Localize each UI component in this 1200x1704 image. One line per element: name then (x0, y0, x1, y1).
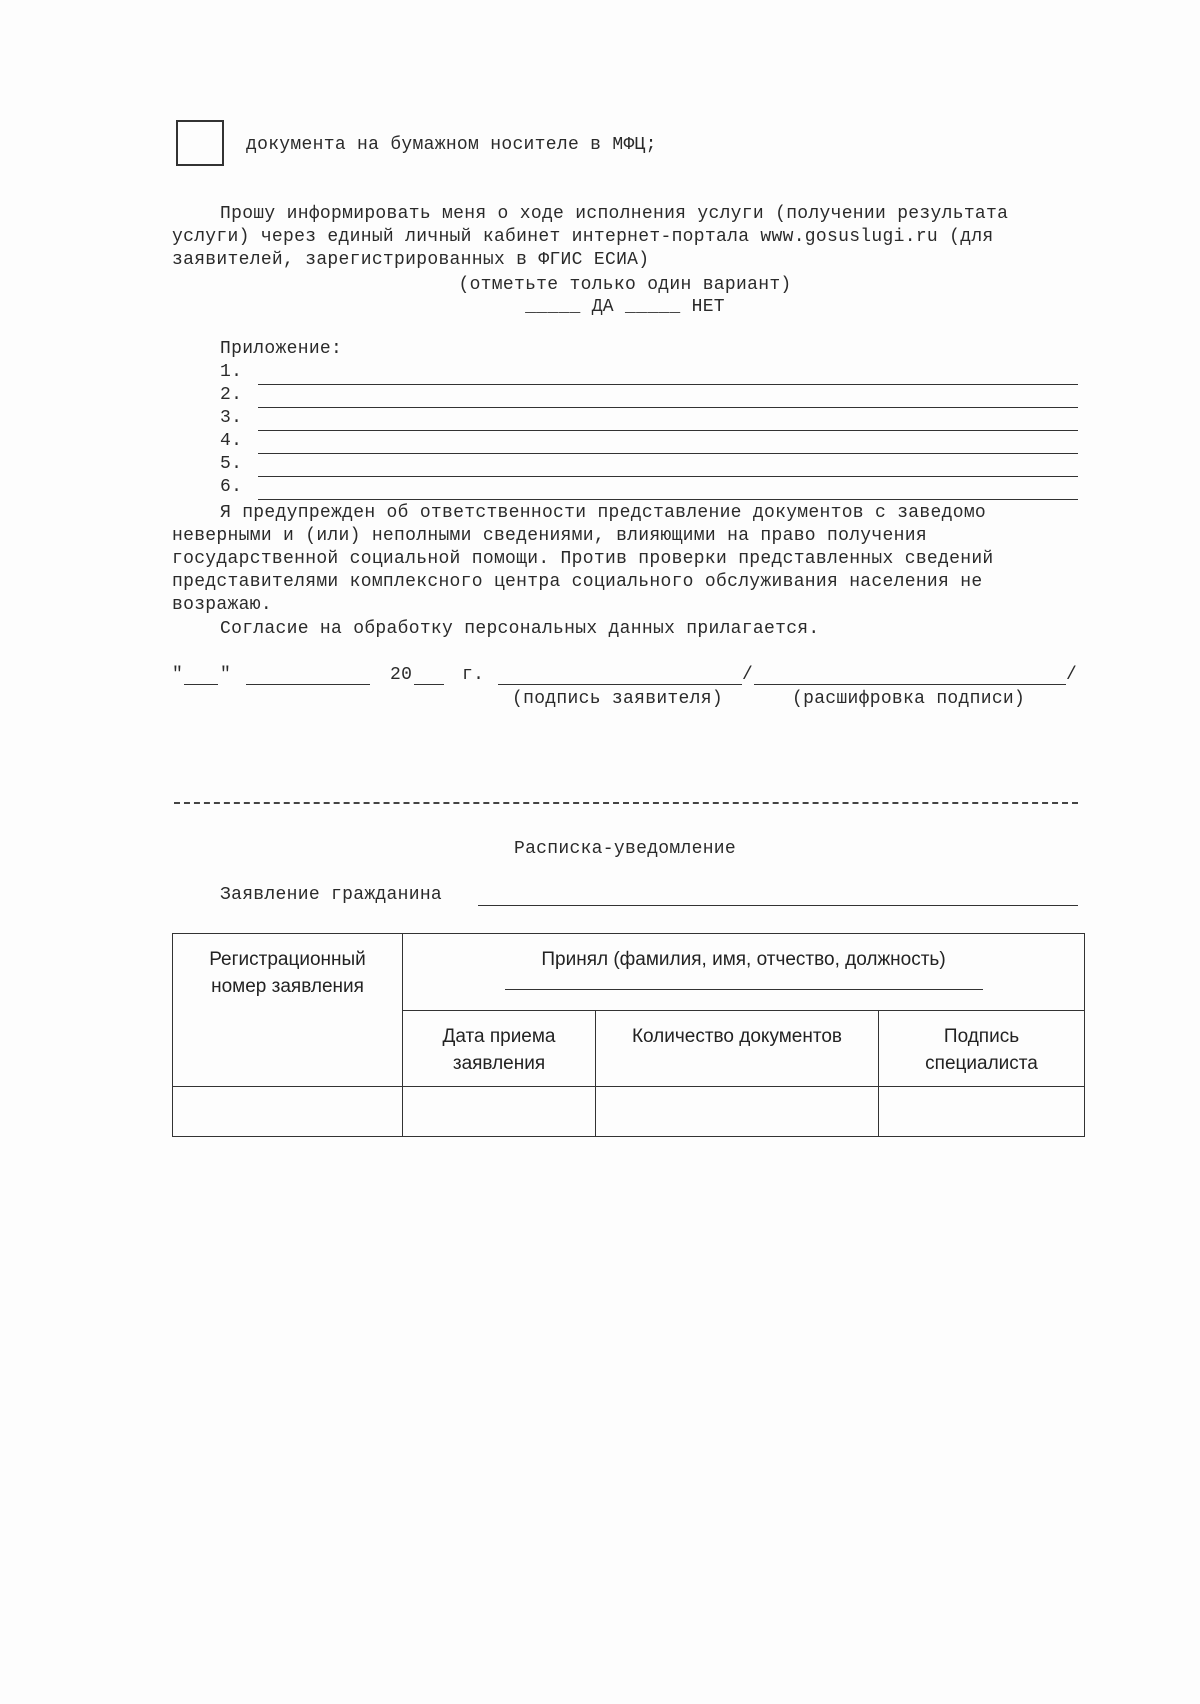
yes-no-choice[interactable]: _____ ДА _____ НЕТ (525, 297, 725, 317)
attachment-number: 6. (220, 477, 243, 497)
signature-slash: / (742, 665, 754, 685)
attachment-number: 5. (220, 454, 243, 474)
warning-line: Я предупрежден об ответственности представление документов с заведомо (220, 503, 987, 523)
paper-document-checkbox[interactable] (176, 120, 224, 166)
attachment-number: 1. (220, 362, 243, 382)
warning-line: государственной социальной помощи. Против проверки представленных сведений (172, 549, 994, 569)
attachment-row-2[interactable] (220, 384, 1078, 407)
accepted-by-header (403, 934, 1085, 1011)
signature-decoding-caption: (расшифровка подписи) (792, 689, 1026, 709)
table-header-row (173, 934, 1085, 1011)
attachment-number: 2. (220, 385, 243, 405)
month-field[interactable] (246, 664, 370, 685)
specialist-signature-header-text: Подпись специалиста (925, 1026, 1038, 1075)
receipt-title: Расписка-уведомление (513, 839, 737, 859)
year-suffix: г. (462, 665, 485, 685)
receipt-table (172, 933, 1085, 1137)
applicant-signature-field[interactable] (498, 664, 742, 685)
attachment-number: 4. (220, 431, 243, 451)
info-request-line: Прошу информировать меня о ходе исполнения услуги (получении результата (220, 204, 1009, 224)
reg-number-cell[interactable] (173, 1086, 403, 1136)
date-close-quote: " (220, 665, 232, 685)
citizen-application-label: Заявление гражданина (220, 885, 443, 905)
year-prefix: 20 (390, 665, 413, 685)
info-request-paragraph (172, 203, 1078, 272)
signature-row (172, 664, 1078, 688)
date-header (403, 1011, 596, 1086)
paper-document-option-label: документа на бумажном носителе в МФЦ; (246, 135, 657, 155)
warning-line: представителями комплексного центра социального обслуживания населения не (172, 572, 983, 592)
applicant-signature-caption: (подпись заявителя) (512, 689, 723, 709)
attachment-number: 3. (220, 408, 243, 428)
attachments-title: Приложение: (220, 339, 343, 359)
signature-captions (172, 688, 1078, 712)
accepted-by-header-text: Принял (фамилия, имя, отчество, должность) (541, 949, 946, 970)
day-field[interactable] (184, 664, 218, 685)
specialist-signature-header (879, 1011, 1085, 1086)
warning-line: возражаю. (172, 595, 272, 615)
attachment-row-1[interactable] (220, 361, 1078, 384)
doc-count-header (596, 1011, 879, 1086)
cut-line-divider (174, 802, 1078, 804)
date-open-quote: " (172, 665, 184, 685)
doc-count-cell[interactable] (596, 1086, 879, 1136)
personal-data-consent: Согласие на обработку персональных данных прилагается. (220, 619, 820, 639)
info-request-line: услуги) через единый личный кабинет интернет-портала www.gosuslugi.ru (для (172, 227, 994, 247)
date-header-text: Дата приема заявления (442, 1026, 556, 1075)
attachment-row-6[interactable] (220, 476, 1078, 499)
specialist-signature-cell[interactable] (879, 1086, 1085, 1136)
accepted-by-fill-line[interactable] (505, 975, 983, 990)
table-row (173, 1086, 1085, 1136)
citizen-application-row (220, 884, 1078, 908)
attachment-fill-line[interactable] (258, 499, 1078, 500)
signature-slash: / (1066, 665, 1078, 685)
one-option-note: (отметьте только один вариант) (458, 275, 792, 295)
reg-number-header (173, 934, 403, 1087)
signature-decoding-field[interactable] (754, 664, 1066, 685)
responsibility-warning-paragraph (172, 502, 1078, 617)
attachment-row-5[interactable] (220, 453, 1078, 476)
year-field[interactable] (414, 664, 444, 685)
attachment-row-3[interactable] (220, 407, 1078, 430)
citizen-application-field[interactable] (478, 884, 1078, 906)
warning-line: неверными и (или) неполными сведениями, влияющими на право получения (172, 526, 927, 546)
attachment-row-4[interactable] (220, 430, 1078, 453)
reg-number-header-text: Регистрационный номер заявления (209, 949, 366, 997)
date-cell[interactable] (403, 1086, 596, 1136)
doc-count-header-text: Количество документов (631, 1026, 843, 1048)
info-request-line: заявителей, зарегистрированных в ФГИС ЕСИА) (172, 250, 650, 270)
